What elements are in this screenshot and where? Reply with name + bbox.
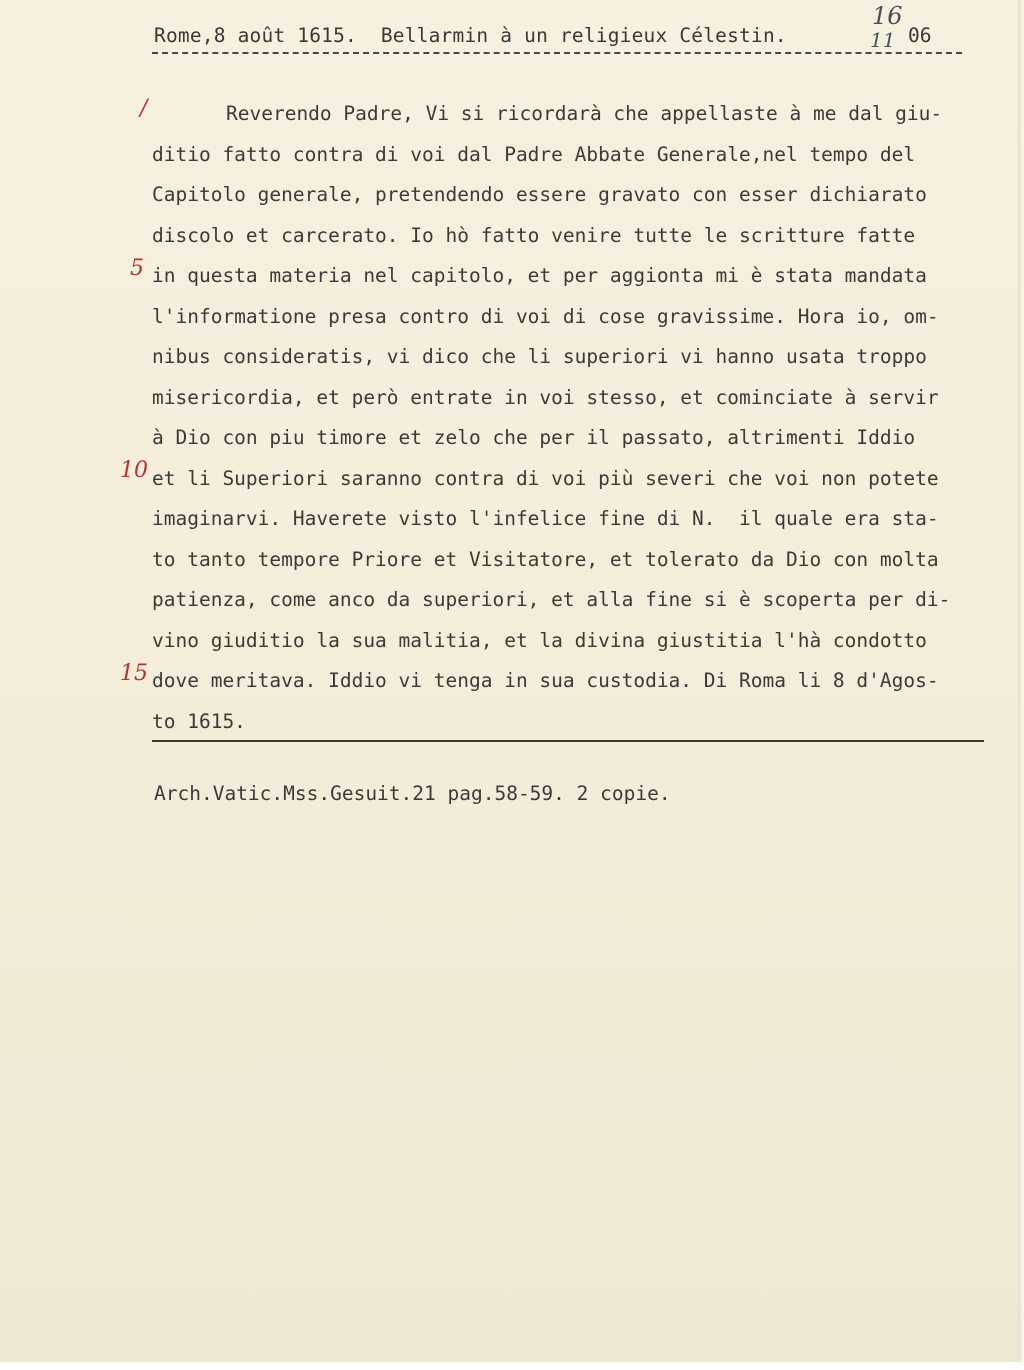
- letter-line: imaginarvi. Haverete visto l'infelice fine di N. il quale era sta-: [152, 507, 939, 530]
- footer-rule: [152, 740, 984, 742]
- margin-line-mark-5: 5: [130, 256, 144, 281]
- letter-line: l'informatione presa contro di voi di cose gravissime. Hora io, om-: [152, 304, 939, 328]
- pencil-folio-number: 16: [872, 2, 903, 30]
- letter-line: patienza, come anco da superiori, et alla fine si è scoperta per di-: [152, 588, 951, 611]
- page-edge: [1018, 0, 1024, 1370]
- letter-line: to tanto tempore Priore et Visitatore, et tolerato da Dio con molta: [152, 547, 939, 571]
- letter-line: à Dio con piu timore et zelo che per il passato, altrimenti Iddio: [152, 426, 916, 449]
- scan-border: [0, 1362, 1024, 1370]
- margin-line-mark-10: 10: [120, 458, 148, 483]
- header-rule: [152, 52, 962, 54]
- page-number: 06: [908, 24, 932, 47]
- letter-line: discolo et carcerato. Io hò fatto venire tutte le scritture fatte: [152, 223, 916, 247]
- margin-line-mark-15: 15: [120, 661, 148, 686]
- margin-line-mark-1: /: [140, 96, 148, 121]
- document-header: Rome,8 août 1615. Bellarmin à un religieux Célestin.: [154, 24, 787, 47]
- letter-line: dove meritava. Iddio vi tenga in sua custodia. Di Roma li 8 d'Agos-: [152, 669, 939, 692]
- letter-line: in questa materia nel capitolo, et per aggionta mi è stata mandata: [152, 264, 927, 287]
- letter-line: Reverendo Padre, Vi si ricordarà che appellaste à me dal giu-: [226, 102, 943, 125]
- letter-line: vino giuditio la sua malitia, et la divina giustitia l'hà condotto: [152, 628, 927, 652]
- pencil-struck-number: 11: [870, 28, 896, 52]
- letter-line: Capitolo generale, pretendendo essere gravato con esser dichiarato: [152, 183, 927, 206]
- letter-line: et li Superiori saranno contra di voi più severi che voi non potete: [152, 466, 939, 490]
- letter-line: to 1615.: [152, 709, 246, 733]
- letter-line: misericordia, et però entrate in voi stesso, et cominciate à servir: [152, 385, 939, 409]
- archive-source-reference: Arch.Vatic.Mss.Gesuit.21 pag.58-59. 2 copie.: [154, 782, 671, 805]
- letter-body: [152, 94, 1002, 742]
- letter-line: ditio fatto contra di voi dal Padre Abbate Generale,nel tempo del: [152, 142, 916, 166]
- letter-line: nibus consideratis, vi dico che li superiori vi hanno usata troppo: [152, 345, 927, 368]
